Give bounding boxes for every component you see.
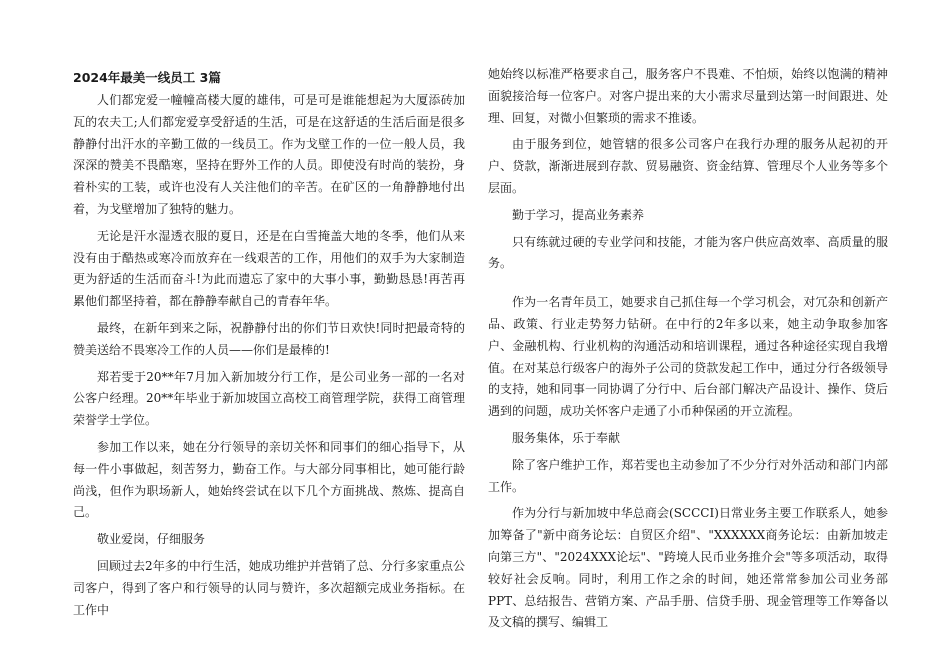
paragraph: 人们都宠爱一幢幢高楼大厦的雄伟，可是可是谁能想起为大厦添砖加瓦的农夫工;人们都宠爱享受舒适的生活，可是在这舒适的生活后面是很多静静付出汗水的辛勤工做的一线员工。作为戈壁工作的一位一般人员，我深深的赞美不畏酷寒，坚持在野外工作的人员。即使没有时尚的装扮，身着朴实的工装，或许也没有人关注他们的辛苦。在矿区的一角静静地付出着，为戈壁增加了独特的魅力。	[73, 93, 465, 216]
section-heading: 服务集体，乐于奉献	[512, 430, 621, 445]
paragraph: 郑若雯于20**年7月加入新加坡分行工作，是公司业务一部的一名对公客户经理。20**年毕业于新加坡国立高校工商管理学院，获得工商管理荣誉学士学位。	[73, 369, 465, 428]
paragraph: 参加工作以来，她在分行领导的亲切关怀和同事们的细心指导下，从每一件小事做起，刻苦努力，勤奋工作。与大部分同事相比，她可能行龄尚浅，但作为职场新人，她始终尝试在以下几个方面挑战、熬炼、提高自己。	[73, 439, 465, 520]
paragraph: 作为一名青年员工，她要求自己抓住每一个学习机会，对冗杂和创新产品、政策、行业走势努力钻研。在中行的2年多以来，她主动争取参加客户、金融机构、行业机构的沟通活动和培训课程，通过各种途径实现自我增值。在对某总行级客户的海外子公司的贷款发起工作中，通过分行各级领导的支持，她和同事一同协调了分行中、后台部门解决产品设计、操作、贷后遇到的问题，成功关怀客户走通了小币种保函的开立流程。	[488, 295, 888, 419]
document-title: 2024年最美一线员工 3篇	[73, 70, 221, 85]
paragraph-continued: 她始终以标准严格要求自己，服务客户不畏难、不怕烦，始终以饱满的精神面貌接洽每一位客户。对客户提出来的大小需求尽量到达第一时间跟进、处理、回复，对微小但繁琐的需求不推诿。	[488, 67, 888, 125]
paragraph: 只有练就过硬的专业学问和技能，才能为客户供应高效率、高质量的服务。	[488, 234, 888, 271]
section-heading: 敬业爱岗，仔细服务	[97, 532, 206, 547]
paragraph: 作为分行与新加坡中华总商会(SCCCI)日常业务主要工作联系人，她参加筹备了"新中商务论坛：自贸区介绍"、"XXXXXX商务论坛：由新加坡走向第三方"、"2024XXX论坛"、"跨境人民币业务推介会"等多项活动，取得较好社会反响。同时，利用工作之余的时间，她还常常参加公司业务部PPT、总结报告、营销方案、产品手册、信贷手册、现金管理等工作筹备以及文稿的撰写、编辑工	[488, 506, 888, 630]
paragraph: 无论是汗水湿透衣服的夏日，还是在白雪掩盖大地的冬季，他们从来没有由于酷热或寒冷而放弃在一线艰苦的工作，用他们的双手为大家制造更为舒适的生活而奋斗!为此而遗忘了家中的大事小事，勤勤恳恳!再苦再累他们都坚持着，都在静静奉献自己的青春年华。	[73, 228, 465, 309]
paragraph: 由于服务到位，她管辖的很多公司客户在我行办理的服务从起初的开户、贷款，渐渐进展到存款、贸易融资、资金结算、管理尽个人业务等多个层面。	[488, 137, 888, 195]
paragraph: 最终，在新年到来之际，祝静静付出的你们节日欢快!同时把最奇特的赞美送给不畏寒冷工作的人员——你们是最棒的!	[73, 320, 465, 357]
paragraph: 回顾过去2年多的中行生活，她成功维护并营销了总、分行多家重点公司客户，得到了客户和行领导的认同与赞许，多次超额完成业务指标。在工作中	[73, 558, 465, 617]
section-heading: 勤于学习，提高业务素养	[512, 207, 645, 222]
paragraph: 除了客户维护工作，郑若雯也主动参加了不少分行对外活动和部门内部工作。	[488, 457, 888, 494]
left-column	[73, 64, 465, 626]
right-column	[488, 64, 888, 639]
